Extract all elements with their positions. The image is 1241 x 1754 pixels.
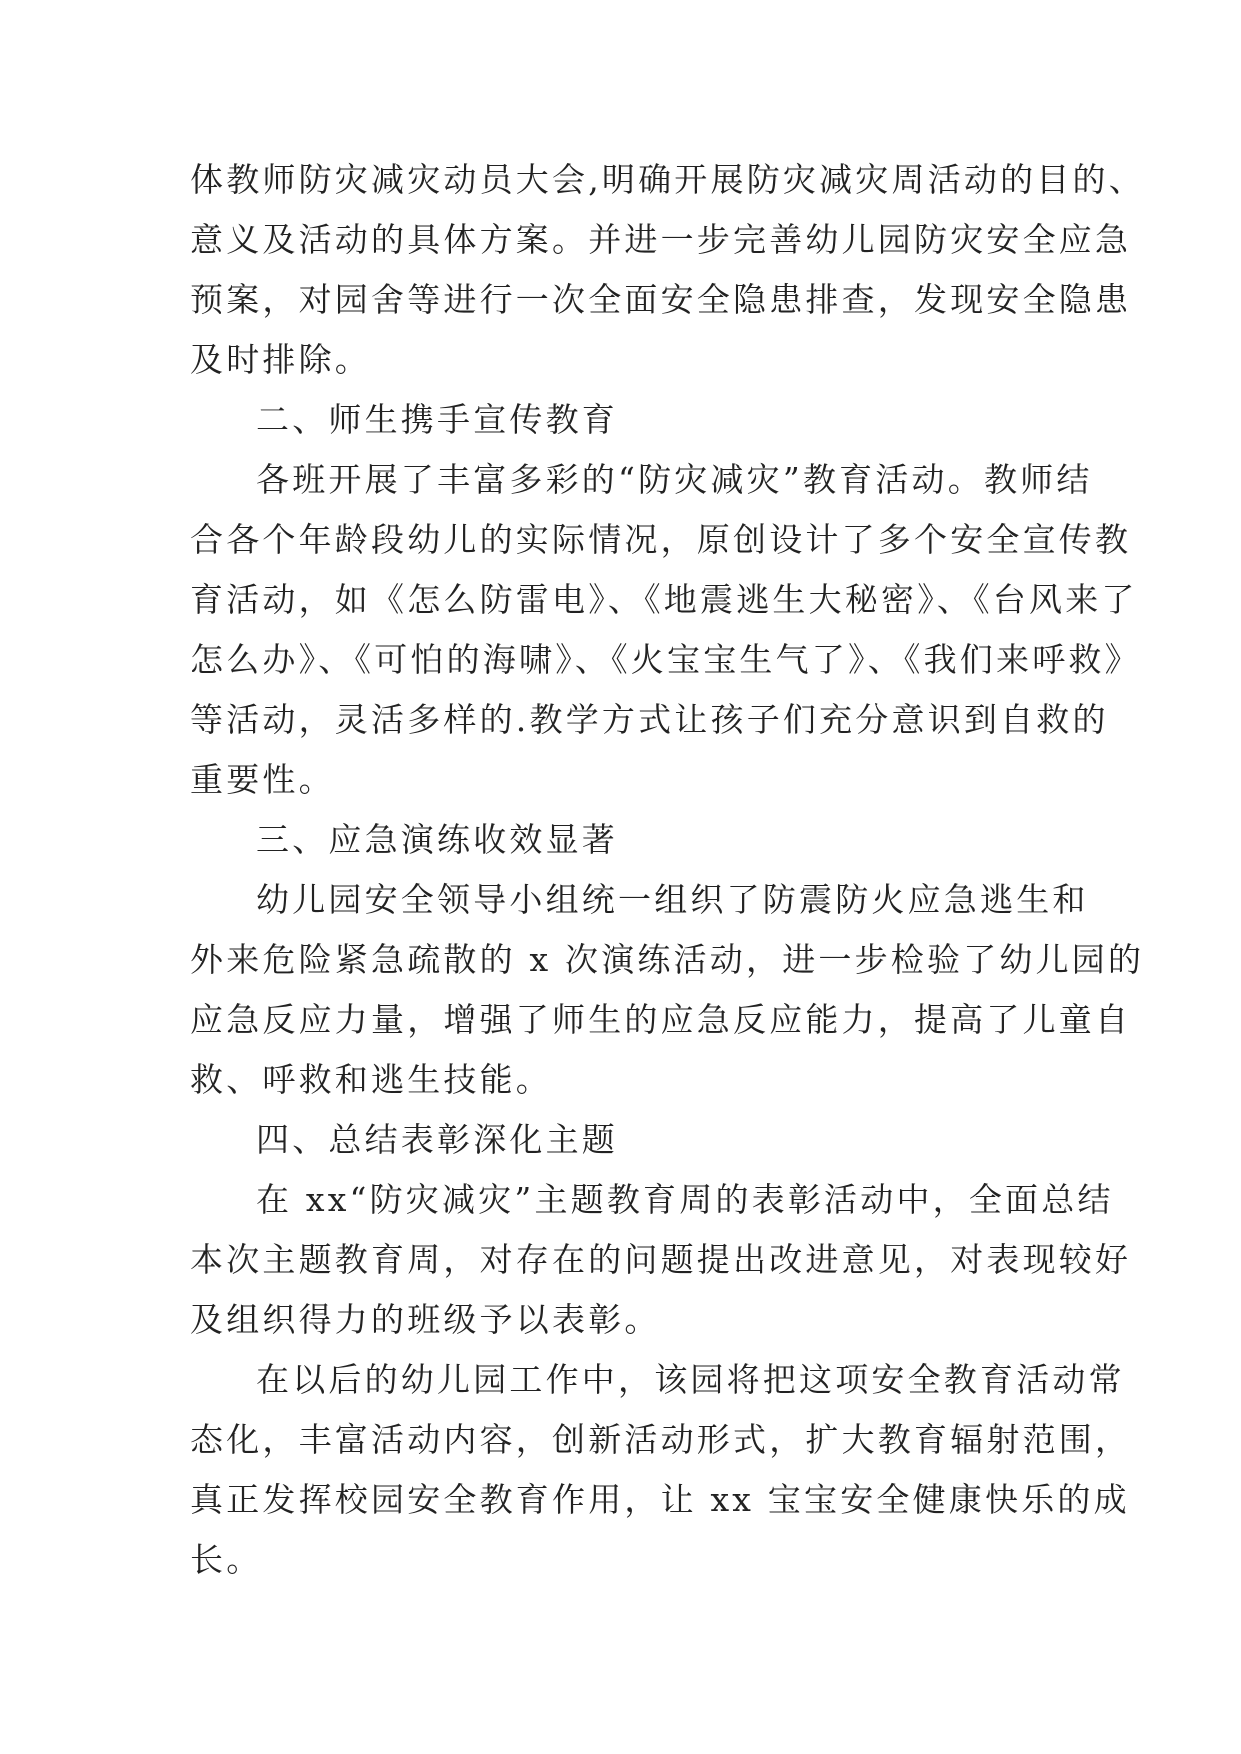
body-line: 等活动，灵活多样的.教学方式让孩子们充分意识到自救的 — [190, 700, 1109, 739]
body-line: 及组织得力的班级予以表彰。 — [190, 1300, 661, 1339]
body-line: 救、呼救和逃生技能。 — [190, 1060, 552, 1099]
paragraph-first-line: 在以后的幼儿园工作中，该园将把这项安全教育活动常 — [256, 1360, 1125, 1399]
body-line: 本次主题教育周，对存在的问题提出改进意见，对表现较好 — [190, 1240, 1132, 1279]
body-line: 态化，丰富活动内容，创新活动形式，扩大教育辐射范围， — [190, 1420, 1132, 1459]
body-line: 长。 — [190, 1540, 263, 1579]
body-line: 育活动，如《怎么防雷电》、《地震逃生大秘密》、《台风来了 — [190, 580, 1138, 619]
body-line: 预案，对园舍等进行一次全面安全隐患排查，发现安全隐患 — [190, 280, 1132, 319]
body-line: 应急反应力量，增强了师生的应急反应能力，提高了儿童自 — [190, 1000, 1132, 1039]
body-line: 真正发挥校园安全教育作用，让 xx 宝宝安全健康快乐的成 — [190, 1480, 1130, 1519]
body-line: 体教师防灾减灾动员大会,明确开展防灾减灾周活动的目的、 — [190, 160, 1145, 199]
document-body — [190, 150, 1145, 1590]
body-line: 外来危险紧急疏散的 x 次演练活动，进一步检验了幼儿园的 — [190, 940, 1145, 979]
body-line: 重要性。 — [190, 760, 335, 799]
body-line: 合各个年龄段幼儿的实际情况，原创设计了多个安全宣传教 — [190, 520, 1132, 559]
section-heading: 二、师生携手宣传教育 — [256, 400, 618, 439]
section-heading: 三、应急演练收效显著 — [256, 820, 618, 859]
body-line: 及时排除。 — [190, 340, 371, 379]
paragraph-first-line: 各班开展了丰富多彩的“防灾减灾”教育活动。教师结 — [256, 460, 1093, 499]
body-line: 意义及活动的具体方案。并进一步完善幼儿园防灾安全应急 — [190, 220, 1132, 259]
section-heading: 四、总结表彰深化主题 — [256, 1120, 618, 1159]
paragraph-first-line: 在 xx“防灾减灾”主题教育周的表彰活动中，全面总结 — [256, 1180, 1114, 1219]
body-line: 怎么办》、《可怕的海啸》、《火宝宝生气了》、《我们来呼救》 — [190, 640, 1141, 679]
paragraph-first-line: 幼儿园安全领导小组统一组织了防震防火应急逃生和 — [256, 880, 1089, 919]
